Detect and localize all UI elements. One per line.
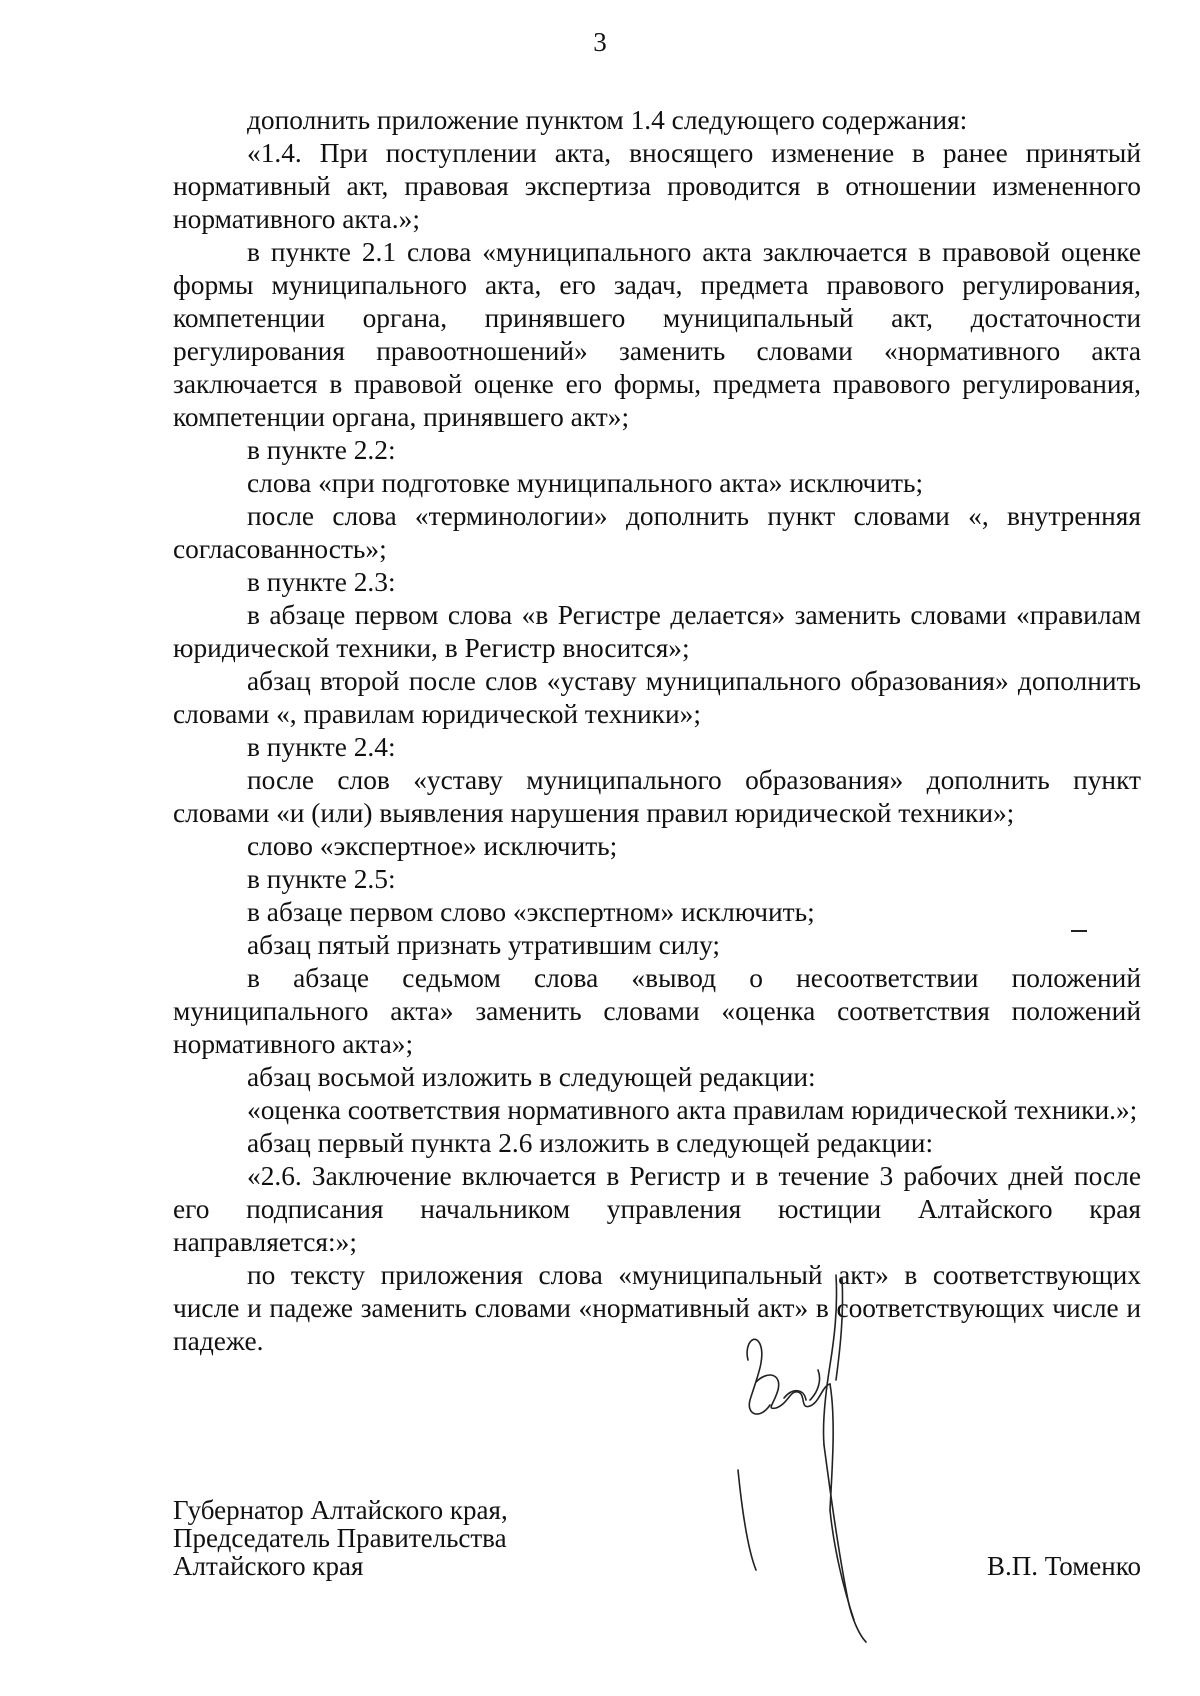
paragraph-5: слова «при подготовке муниципального акта» исключить;: [247, 468, 924, 498]
paragraph-17: абзац восьмой изложить в следующей редакции:: [247, 1062, 816, 1092]
paragraph-4: в пункте 2.2:: [247, 435, 396, 465]
signer-position: [173, 1496, 508, 1580]
paragraph-10: в пункте 2.4:: [247, 732, 396, 762]
paragraph-16: в абзаце седьмом слова «вывод о несоответствии положений муниципального акта» заменить словами «оценка соответствия положений нормативного акта»;: [173, 963, 1141, 1059]
paragraph-18: «оценка соответствия нормативного акта правилам юридической техники.»;: [247, 1095, 1138, 1125]
paragraph-7: в пункте 2.3:: [247, 567, 396, 597]
document-body: [173, 104, 1141, 1358]
paragraph-1: дополнить приложение пунктом 1.4 следующего содержания:: [247, 105, 968, 135]
paragraph-6: после слова «терминологии» дополнить пункт словами «, внутренняя согласованность»;: [173, 501, 1141, 564]
paragraph-9: абзац второй после слов «уставу муниципального образования» дополнить словами «, правилам юридической техники»;: [173, 666, 1141, 729]
paragraph-11: после слов «уставу муниципального образования» дополнить пункт словами «и (или) выявления нарушения правил юридической техники»;: [173, 765, 1141, 828]
paragraph-19: абзац первый пункта 2.6 изложить в следующей редакции:: [247, 1128, 934, 1158]
paragraph-8: в абзаце первом слова «в Регистре делается» заменить словами «правилам юридической техники, в Регистр вносится»;: [173, 600, 1141, 663]
handwritten-signature: [726, 1270, 926, 1650]
paragraph-13: в пункте 2.5:: [247, 864, 396, 894]
page-number: 3: [593, 27, 607, 57]
signer-position-line: Председатель Правительства: [173, 1523, 507, 1553]
paragraph-15: абзац пятый признать утратившим силу;: [247, 930, 721, 960]
paragraph-2: «1.4. При поступлении акта, вносящего изменение в ранее принятый нормативный акт, правовая экспертиза проводится в отношении измененного нормативного акта.»;: [173, 138, 1141, 234]
paragraph-12: слово «экспертное» исключить;: [247, 831, 618, 861]
scan-mark: [1071, 930, 1087, 932]
signer-position-line: Алтайского края: [173, 1551, 364, 1581]
signer-position-line: Губернатор Алтайского края,: [173, 1495, 508, 1525]
paragraph-3: в пункте 2.1 слова «муниципального акта заключается в правовой оценке формы муниципального акта, его задач, предмета правового регулирования, компетенции органа, принявшего муниципальный акт, достаточности регулирования правоотношений» заменить словами «нормативного акта заключается в правовой оценке его формы, предмета правового регулирования, компетенции органа, принявшего акт»;: [173, 237, 1141, 432]
paragraph-14: в абзаце первом слово «экспертном» исключить;: [247, 897, 815, 927]
paragraph-20: «2.6. Заключение включается в Регистр и в течение 3 рабочих дней после его подписания начальником управления юстиции Алтайского края направляется:»;: [173, 1161, 1141, 1257]
signer-name: В.П. Томенко: [987, 1551, 1141, 1581]
signature-block: [173, 1496, 1141, 1586]
paragraph-21: по тексту приложения слова «муниципальный акт» в соответствующих числе и падеже заменить словами «нормативный акт» в соответствующих числе и падеже.: [173, 1260, 1141, 1356]
